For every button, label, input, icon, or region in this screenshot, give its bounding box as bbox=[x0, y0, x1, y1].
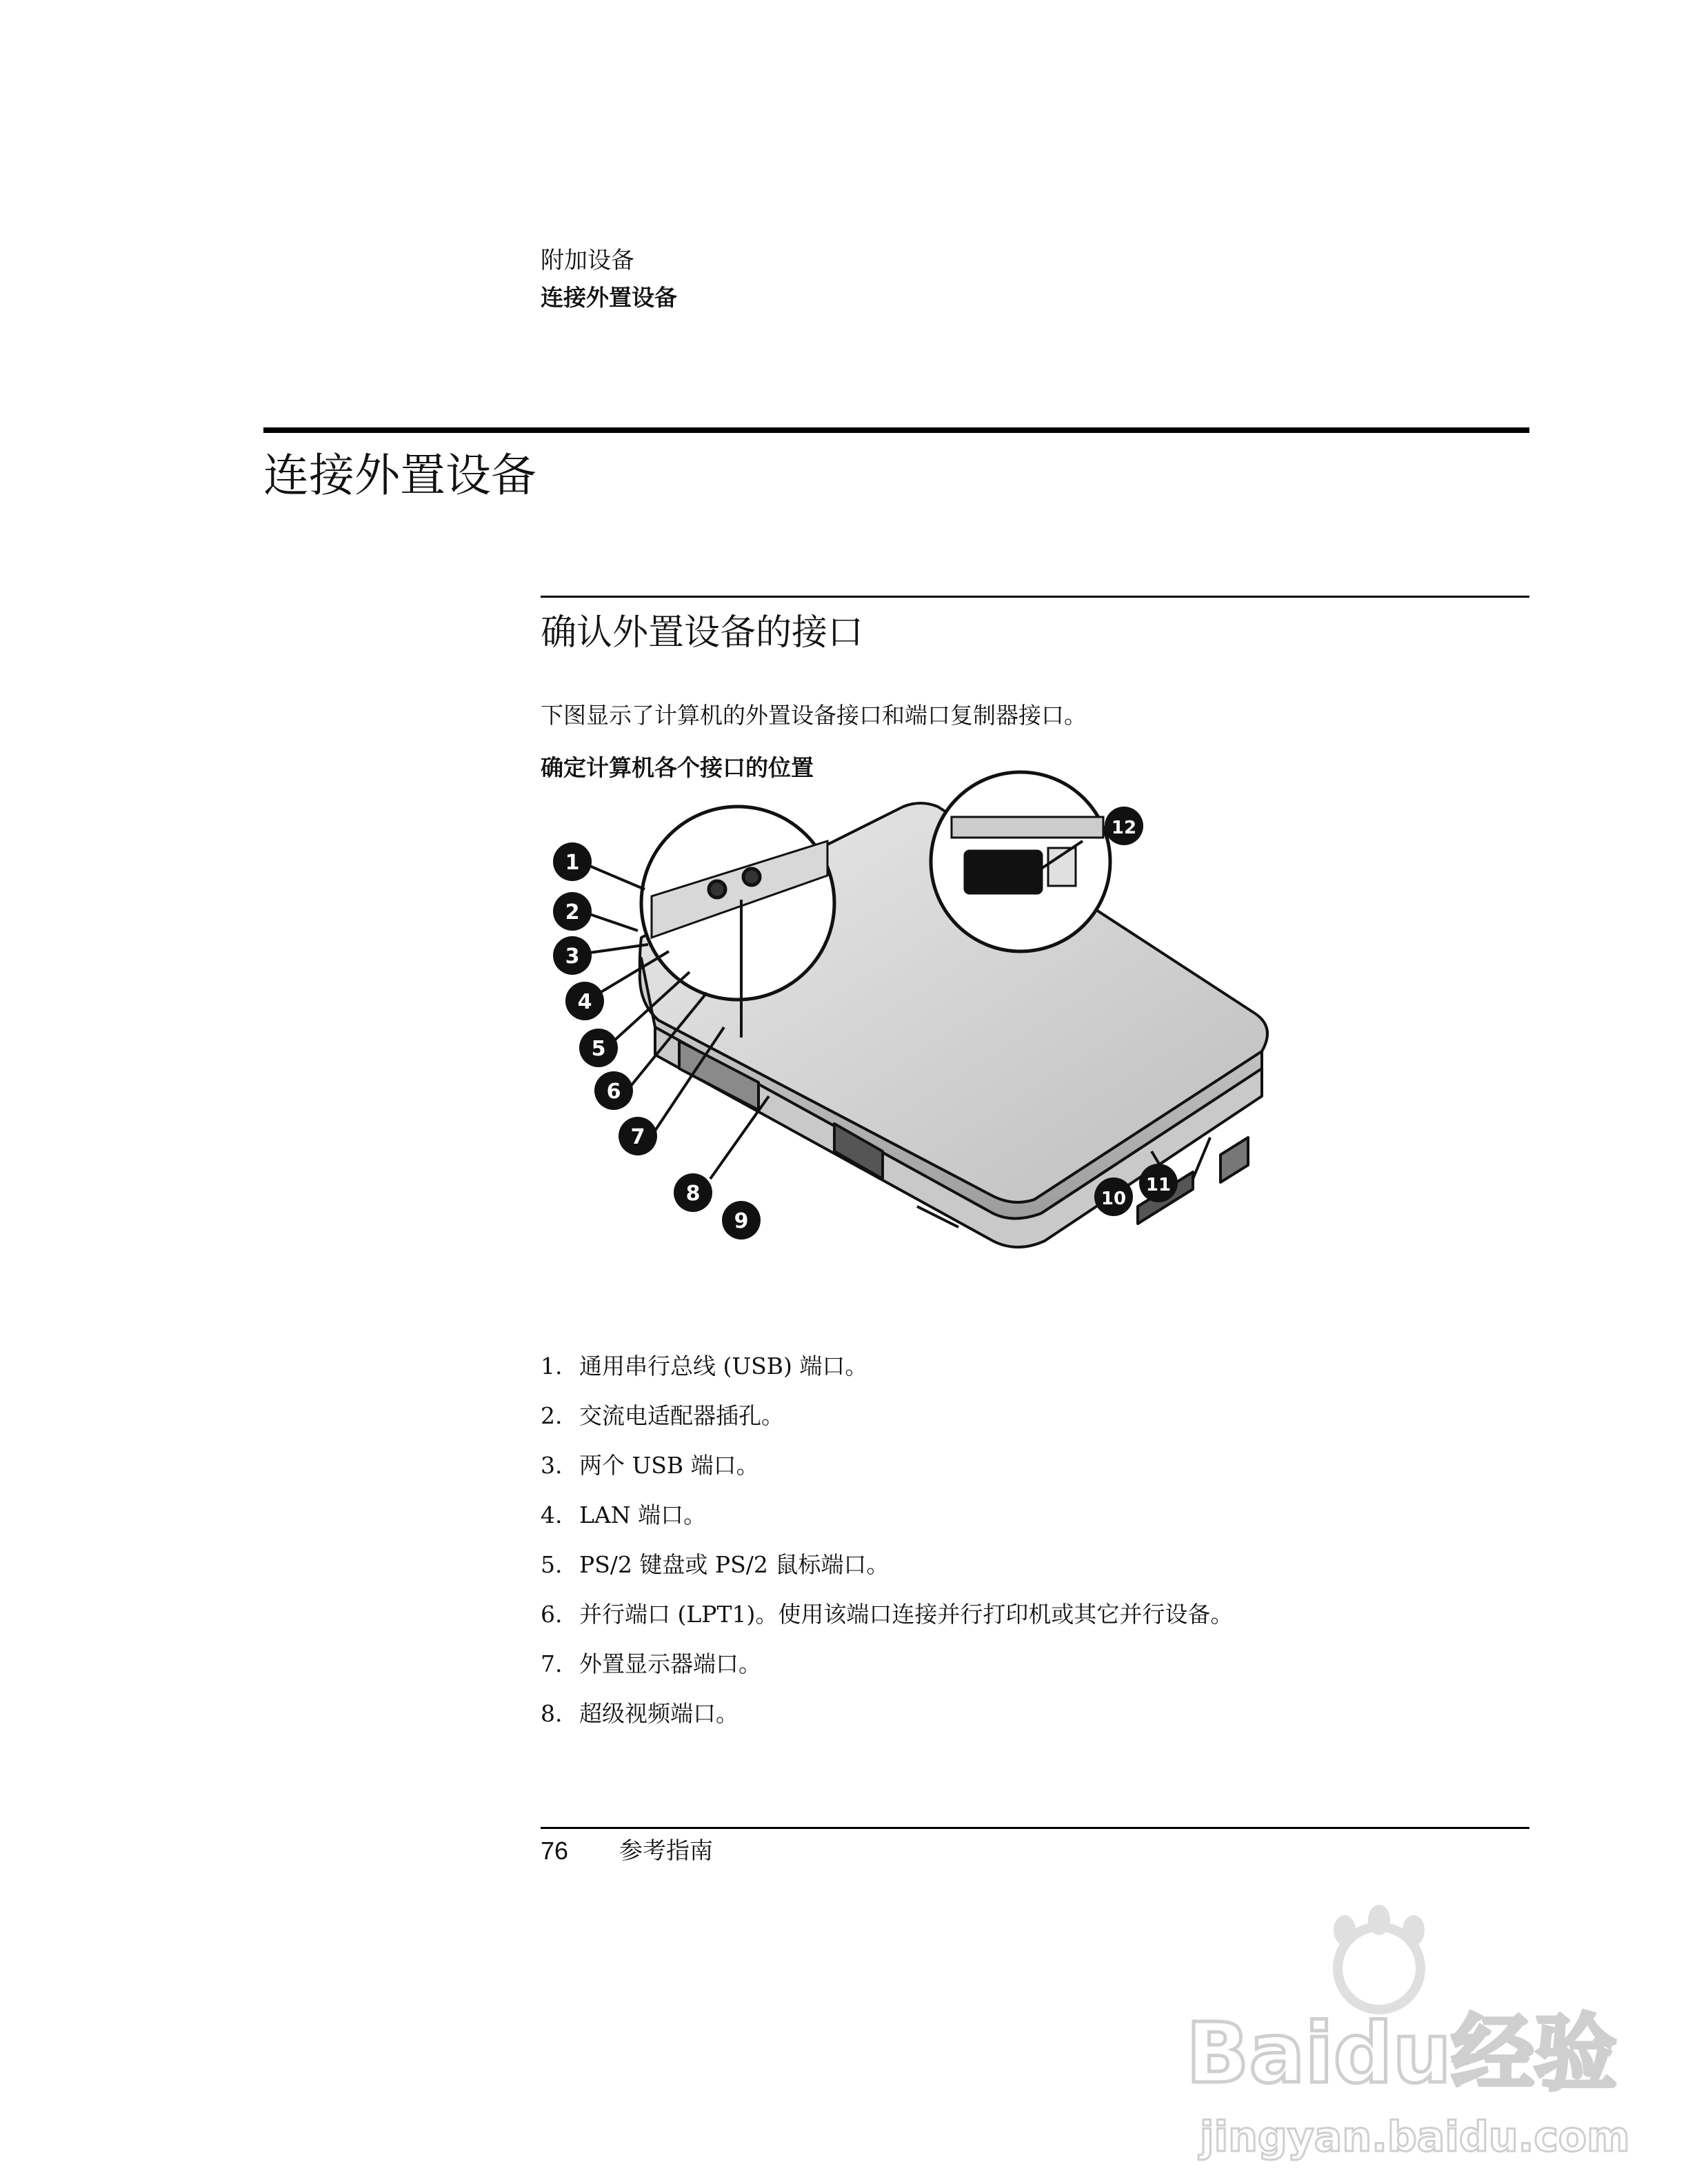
svg-text:8: 8 bbox=[685, 1182, 701, 1206]
breadcrumb-current: 连接外置设备 bbox=[541, 284, 677, 311]
intro-paragraph: 下图显示了计算机的外置设备接口和端口复制器接口。 bbox=[541, 702, 1087, 729]
callout-8 bbox=[674, 1173, 712, 1212]
svg-text:11: 11 bbox=[1145, 1175, 1172, 1195]
figure-caption: 确定计算机各个接口的位置 bbox=[541, 754, 814, 781]
page-number: 76 bbox=[541, 1837, 569, 1865]
callout-9 bbox=[722, 1201, 761, 1240]
callout-2 bbox=[553, 892, 592, 931]
svg-text:Baidu经验: Baidu经验 bbox=[1186, 2006, 1617, 2102]
section-title: 确认外置设备的接口 bbox=[541, 612, 864, 654]
list-item: 8. 超级视频端口。 bbox=[541, 1700, 738, 1727]
svg-text:10: 10 bbox=[1101, 1189, 1127, 1209]
list-item: 3. 两个 USB 端口。 bbox=[541, 1452, 759, 1479]
callout-1 bbox=[553, 842, 592, 881]
list-item: 5. PS/2 键盘或 PS/2 鼠标端口。 bbox=[541, 1551, 890, 1578]
breadcrumb-parent: 附加设备 bbox=[541, 247, 634, 274]
svg-text:7: 7 bbox=[630, 1125, 645, 1149]
callout-11 bbox=[1139, 1164, 1178, 1202]
svg-text:3: 3 bbox=[565, 944, 580, 969]
port-list bbox=[541, 1350, 1233, 1747]
svg-text:2: 2 bbox=[565, 900, 580, 924]
svg-text:6: 6 bbox=[606, 1080, 621, 1104]
svg-text:1: 1 bbox=[565, 851, 580, 875]
list-item: 6. 并行端口 (LPT1)。使用该端口连接并行打印机或其它并行设备。 bbox=[541, 1601, 1234, 1628]
svg-text:9: 9 bbox=[734, 1209, 749, 1233]
callout-4 bbox=[565, 982, 604, 1020]
svg-text:12: 12 bbox=[1111, 818, 1137, 838]
svg-text:5: 5 bbox=[591, 1037, 606, 1061]
section-rule bbox=[541, 596, 1529, 598]
paw-icon bbox=[1334, 1905, 1425, 2010]
svg-text:jingyan.baidu.com: jingyan.baidu.com bbox=[1200, 2113, 1630, 2161]
callout-6 bbox=[594, 1071, 633, 1110]
laptop-ports-figure bbox=[531, 793, 1379, 1344]
callout-10 bbox=[1094, 1177, 1133, 1216]
list-item: 1. 通用串行总线 (USB) 端口。 bbox=[541, 1353, 868, 1379]
footer-title: 参考指南 bbox=[619, 1837, 713, 1865]
list-item: 2. 交流电适配器插孔。 bbox=[541, 1402, 784, 1429]
callout-7 bbox=[619, 1117, 657, 1155]
footer-rule bbox=[541, 1827, 1529, 1829]
chapter-title: 连接外置设备 bbox=[263, 449, 536, 502]
baidu-watermark-logo bbox=[1172, 1903, 1630, 2172]
infrared-port-zoom bbox=[931, 772, 1110, 951]
svg-text:4: 4 bbox=[577, 990, 592, 1014]
list-item: 4. LAN 端口。 bbox=[541, 1502, 707, 1528]
callout-12 bbox=[1105, 807, 1143, 845]
callout-3 bbox=[553, 936, 592, 975]
list-item: 7. 外置显示器端口。 bbox=[541, 1650, 761, 1677]
callout-5 bbox=[579, 1029, 618, 1067]
chapter-rule bbox=[263, 427, 1529, 433]
